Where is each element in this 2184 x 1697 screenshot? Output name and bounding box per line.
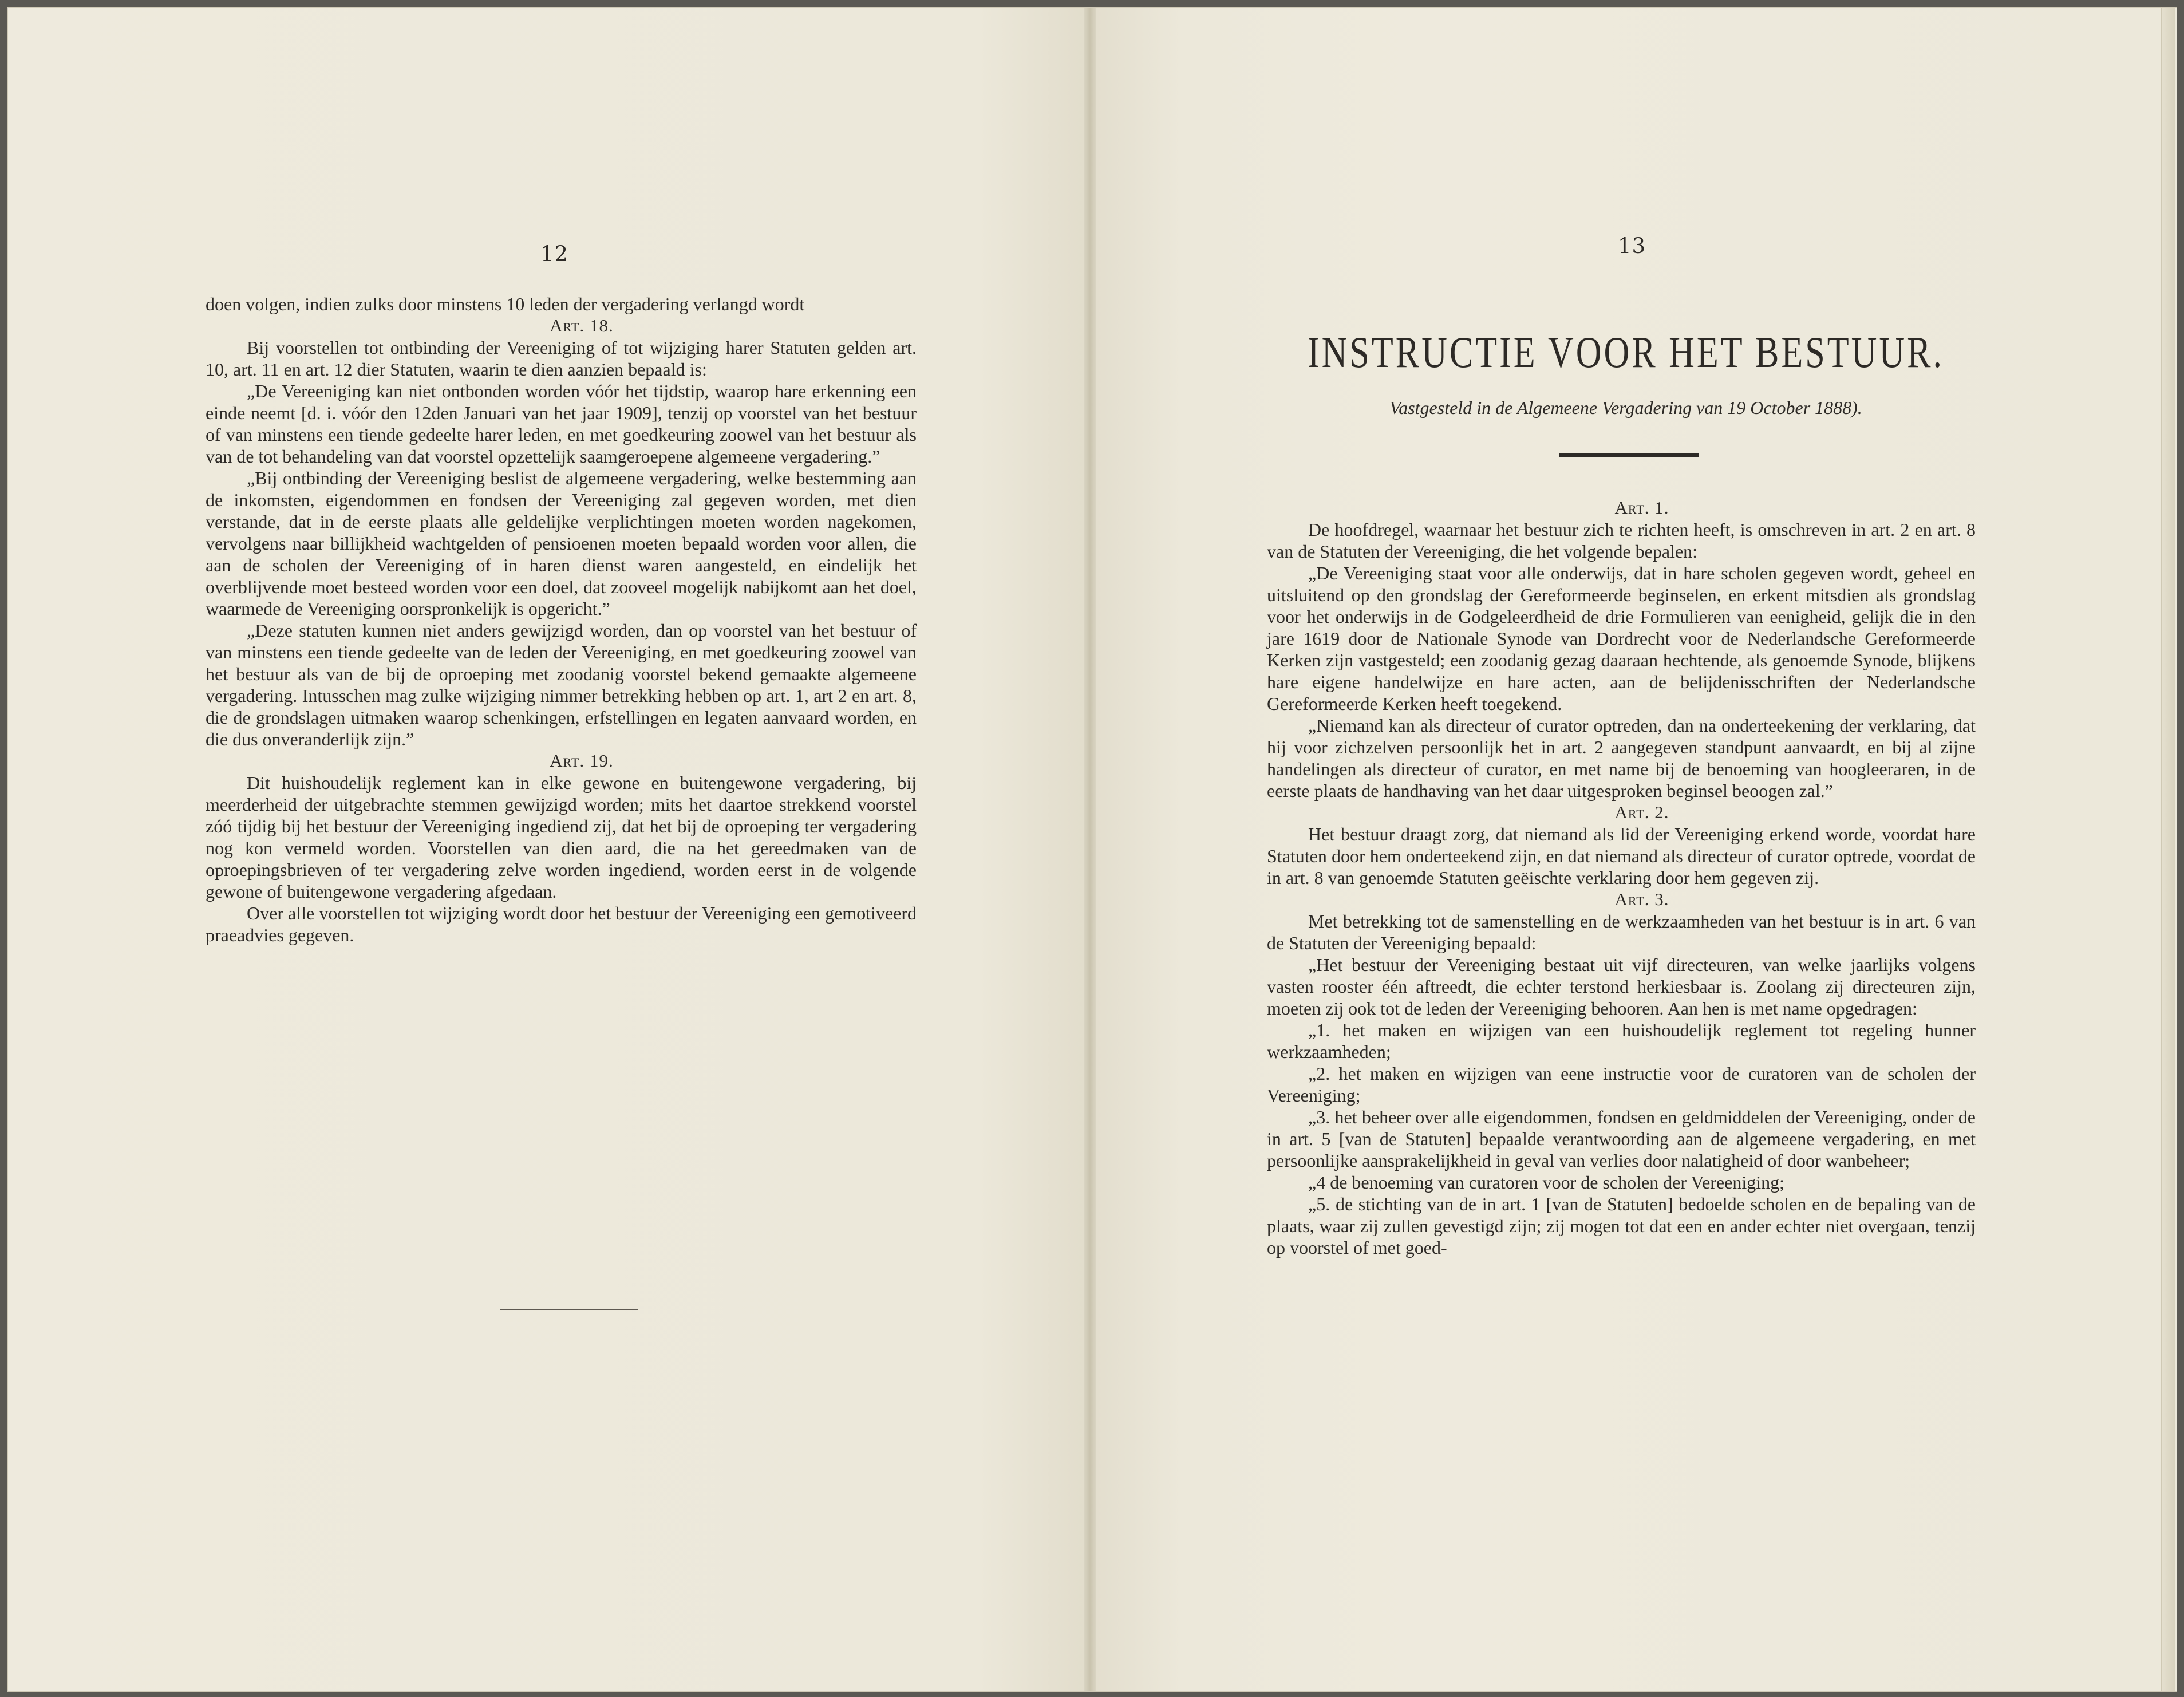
title-rule [1559, 453, 1699, 457]
list-item: „2. het maken en wijzigen van eene instructie voor de curatoren van de scholen der Vereeniging; [1267, 1063, 1976, 1106]
section-title: INSTRUCTIE VOOR HET BESTUUR. [1307, 328, 1945, 377]
paragraph: Over alle voorstellen tot wijziging wordt door het bestuur der Vereeniging een gemotiveerd praeadvies gegeven. [206, 903, 917, 945]
article-heading-18: Art. 18. [550, 315, 614, 336]
paragraph: „Niemand kan als directeur of curator optreden, dan na onderteekening der verklaring, dat hij voor zichzelven persoonlijk het in art. 2 aangegeven standpunt aanvaardt, en bij al zijne handelingen als directeur of curator, en met name bij de benoeming van hoogleeraren, in de eerste plaats de handhaving van het daar uitgesproken beginsel beoogen zal.” [1267, 715, 1976, 801]
paragraph: „De Vereeniging staat voor alle onderwijs, dat in hare scholen gegeven wordt, geheel en uitsluitend op den grondslag der Gereformeerde beginselen, en erkent mitsdien als grondslag voor het onderwijs in de Godgeleerdheid de drie Formulieren van eenigheid, gelijk die in den jare 1619 door de Nationale Synode van Dordrecht voor de Nederlandsche Gereformeerde Kerken zijn vastgesteld; een zoodanig gezag daaraan hechtende, als genoemde Synode, blijkens hare eigene handelwijze en hare acten, aan de belijdenisschriften der Nederlandsche Gereformeerde Kerken heeft toegekend. [1267, 563, 1976, 714]
article-heading-19: Art. 19. [550, 751, 614, 771]
left-page [8, 8, 1085, 1691]
paragraph: Bij voorstellen tot ontbinding der Vereeniging of tot wijziging harer Statuten gelden art. 10, art. 11 en art. 12 dier Statuten, waarin te dien aanzien bepaald is: [206, 337, 917, 380]
paragraph: doen volgen, indien zulks door minstens 10 leden der vergadering verlangd wordt [206, 294, 805, 314]
book-gutter [1084, 8, 1096, 1691]
page-number-left: 12 [540, 242, 569, 266]
paragraph: Dit huishoudelijk reglement kan in elke gewone en buitengewone vergadering, bij meerderheid der uitgebrachte stemmen gewijzigd worden; mits het daartoe strekkend voorstel zóó tijdig bij het bestuur der Vereeniging ingediend zij, dat het bij de oproeping ter vergadering nog kon vermeld worden. Voorstellen van dien aard, die na het gereedmaken van de oproepingsbrieven of ter vergadering zelve worden ingediend, worden eerst in de volgende gewone of buitengewone vergadering afgedaan. [206, 772, 917, 902]
article-heading-3: Art. 3. [1614, 889, 1669, 909]
section-subtitle: Vastgesteld in de Algemeene Vergadering van 19 October 1888). [1389, 397, 1862, 418]
article-heading-1: Art. 1. [1614, 498, 1669, 518]
paragraph: Met betrekking tot de samenstelling en de werkzaamheden van het bestuur is in art. 6 van de Statuten der Vereeniging bepaald: [1267, 911, 1976, 953]
list-item: „4 de benoeming van curatoren voor de scholen der Vereeniging; [1308, 1172, 1784, 1193]
list-item: „5. de stichting van de in art. 1 [van de Statuten] bedoelde scholen en de bepaling van de plaats, waar zij zullen gevestigd zijn; zij mogen tot dat een en ander echter niet overgaan, tenzij op voorstel of met goed- [1267, 1194, 1976, 1258]
paragraph: De hoofdregel, waarnaar het bestuur zich te richten heeft, is omschreven in art. 2 en art. 8 van de Statuten der Vereeniging, die het volgende bepalen: [1267, 519, 1976, 562]
list-item: „1. het maken en wijzigen van een huishoudelijk reglement tot regeling hunner werkzaamheden; [1267, 1020, 1976, 1062]
page-number-right: 13 [1618, 234, 1646, 258]
page-edge [2161, 8, 2175, 1691]
end-rule [500, 1309, 638, 1310]
paragraph: „Bij ontbinding der Vereeniging beslist de algemeene vergadering, welke bestemming aan de inkomsten, eigendommen en fondsen der Vereeniging zal gegeven worden, met dien verstande, dat in de eerste plaats alle geldelijke verplichtingen moeten worden nagekomen, vervolgens naar billijkheid wachtgelden of pensioenen moeten bepaald worden voor allen, die aan de scholen der Vereeniging of in haren dienst waren aangesteld, en eindelijk het overblijvende moet besteed worden voor een doel, dat zooveel mogelijk nabijkomt aan het doel, waarmede de Vereeniging oorspronkelijk is opgericht.” [206, 468, 917, 619]
paragraph: „Deze statuten kunnen niet anders gewijzigd worden, dan op voorstel van het bestuur of van minstens een tiende gedeelte van de leden der Vereeniging, en met goedkeuring zoowel van het bestuur als van de bij de oproeping met zoodanig voorstel bekend gemaakte algemeene vergadering. Intusschen mag zulke wijziging nimmer betrekking hebben op art. 1, art 2 en art. 8, die de grondslagen uitmaken waarop schenkingen, erfstellingen en legaten aanvaard worden, en die dus onveranderlijk zijn.” [206, 620, 917, 749]
list-item: „3. het beheer over alle eigendommen, fondsen en geldmiddelen der Vereeniging, onder de in art. 5 [van de Statuten] bepaalde verantwoording aan de algemeene vergadering, en met persoonlijke aansprakelijkheid in geval van verlies door nalatigheid of door wanbeheer; [1267, 1107, 1976, 1171]
paragraph: „Het bestuur der Vereeniging bestaat uit vijf directeuren, van welke jaarlijks volgens vasten rooster één aftreedt, die echter terstond herkiesbaar is. Zoolang zij directeuren zijn, moeten zij ook tot de leden der Vereeniging behooren. Aan hen is met name opgedragen: [1267, 954, 1976, 1019]
left-page-body [206, 293, 917, 946]
paragraph: Het bestuur draagt zorg, dat niemand als lid der Vereeniging erkend worde, voordat hare Statuten door hem onderteekend zijn, en dat niemand als directeur of curator optrede, voordat de in art. 8 van genoemde Statuten geëischte verklaring door hem gegeven zij. [1267, 824, 1976, 888]
article-heading-2: Art. 2. [1614, 802, 1669, 822]
paragraph: „De Vereeniging kan niet ontbonden worden vóór het tijdstip, waarop hare erkenning een einde neemt [d. i. vóór den 12den Januari van het jaar 1909], tenzij op voorstel van het bestuur of van minstens een tiende gedeelte harer leden, en met goedkeuring zoowel van het bestuur als van de tot behandeling van dat voorstel opzettelijk saamgeroepene algemeene vergadering.” [206, 381, 917, 467]
right-page-body [1267, 497, 1976, 1258]
